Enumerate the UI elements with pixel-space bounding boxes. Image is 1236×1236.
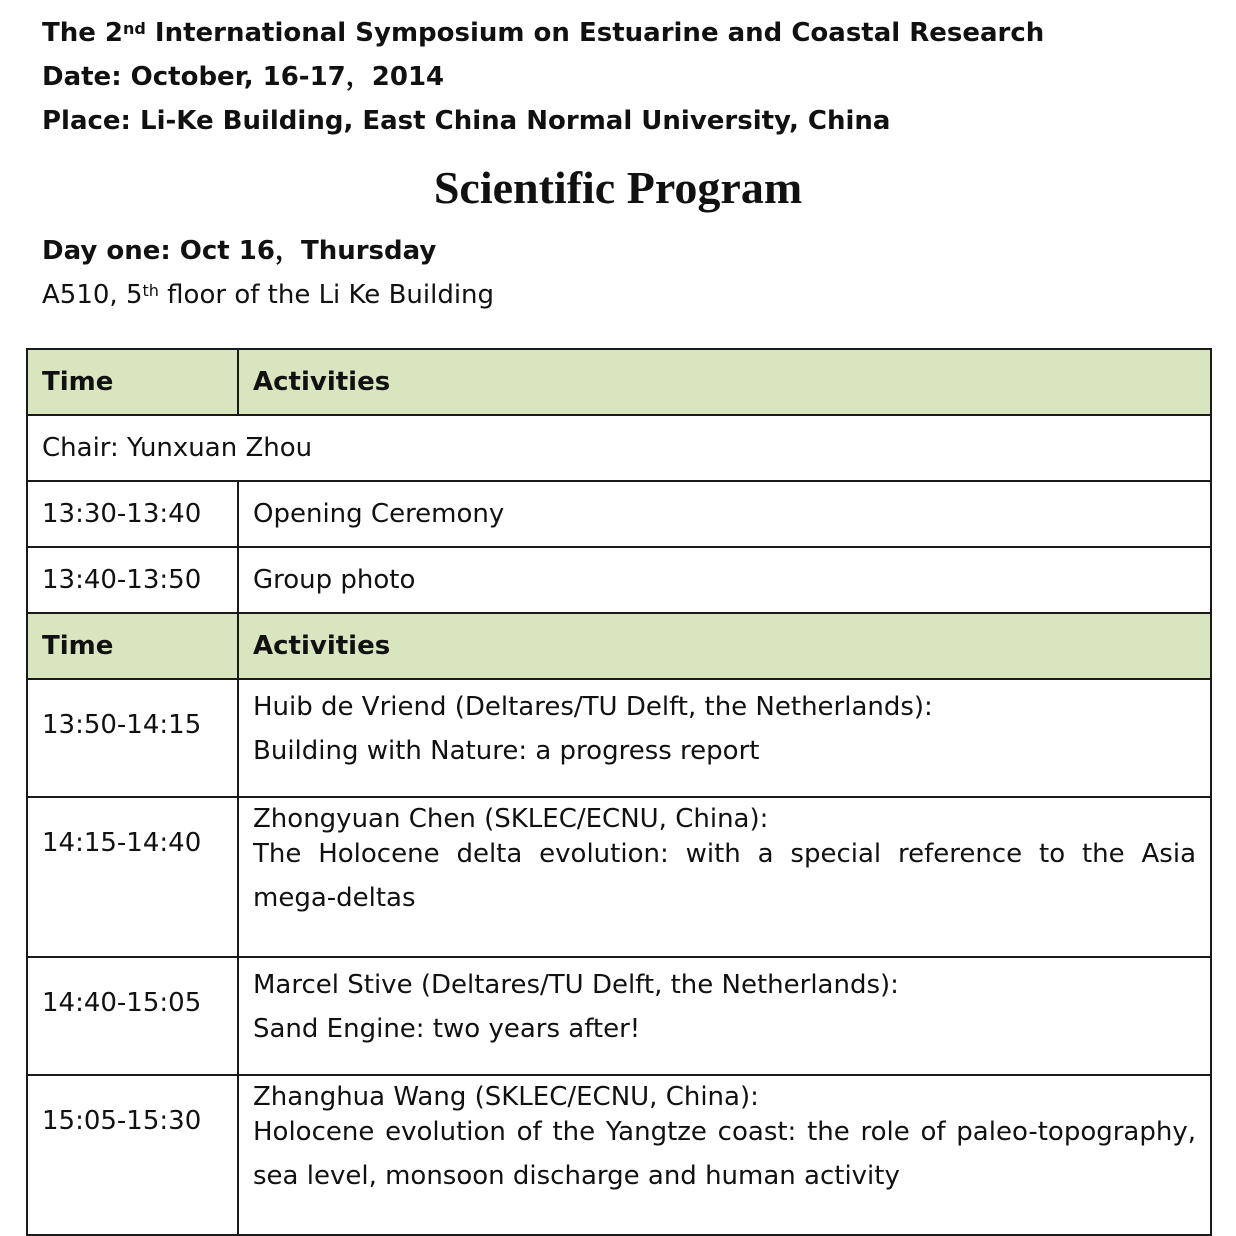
symposium-title — [42, 18, 1044, 48]
room-location — [42, 280, 494, 310]
table-row — [27, 679, 1211, 797]
table-header-row — [27, 349, 1211, 415]
room-prefix: A510, 5 — [42, 280, 143, 310]
page-title: Scientific Program — [433, 162, 803, 213]
row-talk — [238, 957, 1211, 1075]
talk-title: The Holocene delta evolution: with a special reference to the Asia mega-deltas — [253, 839, 1196, 913]
row-time: 14:15-14:40 — [27, 797, 238, 957]
floor-ordinal-suffix: th — [142, 281, 159, 300]
row-time: 13:50-14:15 — [27, 679, 238, 797]
row-talk — [238, 1075, 1211, 1235]
event-date: Date: October, 16-17，2014 — [42, 62, 445, 92]
table-row — [27, 957, 1211, 1075]
speaker: Zhongyuan Chen (SKLEC/ECNU, China): — [253, 804, 769, 834]
header-time: Time — [27, 613, 238, 679]
row-time: 15:05-15:30 — [27, 1075, 238, 1235]
row-talk — [238, 797, 1211, 957]
speaker: Zhanghua Wang (SKLEC/ECNU, China): — [253, 1082, 759, 1112]
row-time: 13:40-13:50 — [27, 547, 238, 613]
row-activity: Opening Ceremony — [238, 481, 1211, 547]
symposium-title-rest: International Symposium on Estuarine and Coastal Research — [145, 18, 1045, 48]
table-header-row — [27, 613, 1211, 679]
day-heading: Day one: Oct 16，Thursday — [42, 236, 437, 266]
table-row — [27, 547, 1211, 613]
row-time: 13:30-13:40 — [27, 481, 238, 547]
chair-row — [27, 415, 1211, 481]
program-table — [26, 348, 1212, 1236]
room-rest: floor of the Li Ke Building — [158, 280, 495, 310]
speaker: Marcel Stive (Deltares/TU Delft, the Netherlands): — [253, 970, 899, 1000]
symposium-title-prefix: The 2 — [42, 18, 124, 48]
table-row — [27, 481, 1211, 547]
header-time: Time — [27, 349, 238, 415]
speaker: Huib de Vriend (Deltares/TU Delft, the Netherlands): — [253, 692, 933, 722]
header-activities: Activities — [238, 349, 1211, 415]
ordinal-suffix: nd — [123, 19, 146, 38]
row-talk — [238, 679, 1211, 797]
table-row — [27, 1075, 1211, 1235]
talk-title: Building with Nature: a progress report — [253, 736, 760, 766]
row-time: 14:40-15:05 — [27, 957, 238, 1075]
talk-title: Sand Engine: two years after! — [253, 1014, 641, 1044]
header-activities: Activities — [238, 613, 1211, 679]
session-chair: Chair: Yunxuan Zhou — [27, 415, 1211, 481]
row-activity: Group photo — [238, 547, 1211, 613]
talk-title: Holocene evolution of the Yangtze coast: the role of paleo-topography, sea level, monsoon discharge and human activity — [253, 1117, 1196, 1191]
table-row — [27, 797, 1211, 957]
event-place: Place: Li-Ke Building, East China Normal University, China — [42, 106, 891, 136]
